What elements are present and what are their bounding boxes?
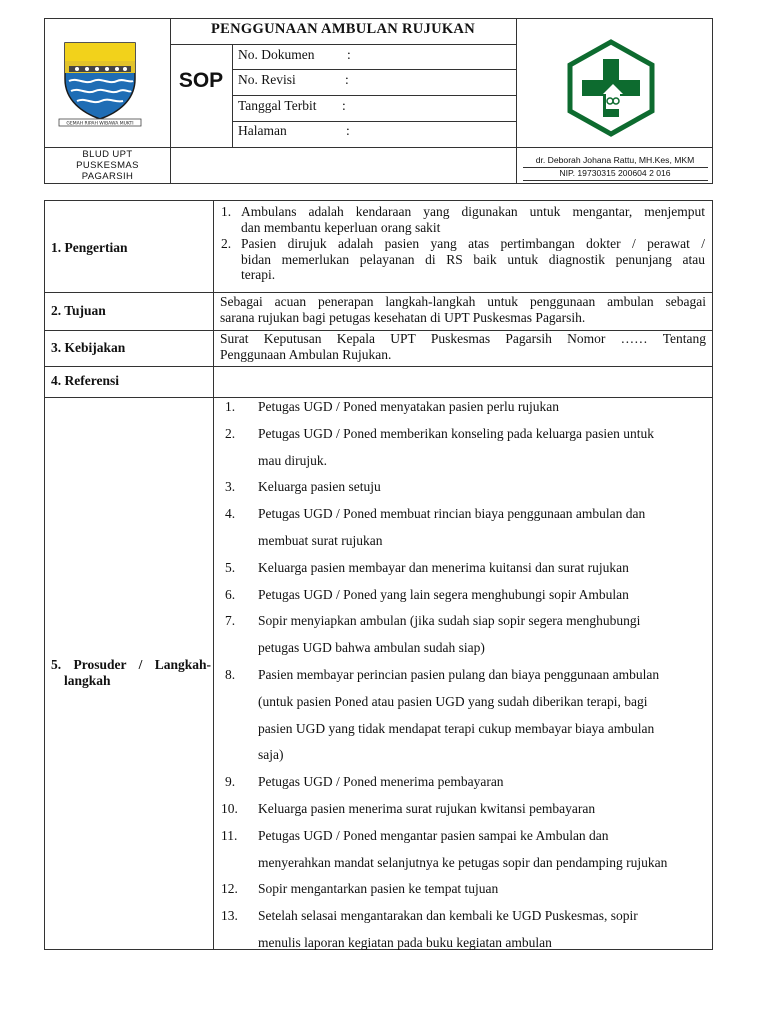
step-text-line: Petugas UGD / Poned memberikan konseling pada keluarga pasien untuk xyxy=(258,425,655,441)
signer-underline-2 xyxy=(523,180,708,181)
label-tujuan: 2. Tujuan xyxy=(51,303,106,318)
list-item-line: terapi. xyxy=(241,267,276,282)
step-text-line: Keluarga pasien membayar dan menerima kuitansi dan surat rujukan xyxy=(258,559,629,575)
step-number: 13. xyxy=(221,908,238,924)
organization-line: PUSKESMAS xyxy=(76,160,139,171)
step-number: 4. xyxy=(225,506,236,522)
step-text-line: (untuk pasien Poned atau pasien UGD yang sudah diberikan terapi, bagi xyxy=(258,693,648,709)
tujuan-content xyxy=(220,294,706,325)
kebijakan-content xyxy=(220,331,706,362)
field-halaman: Halaman xyxy=(238,123,287,138)
step-text-line: Petugas UGD / Poned yang lain segera menghubungi sopir Ambulan xyxy=(258,586,629,602)
organization-line: BLUD UPT xyxy=(82,149,133,160)
step-text-line: Petugas UGD / Poned menyatakan pasien perlu rujukan xyxy=(258,399,560,414)
list-item-line: Ambulans adalah kendaraan yang digunakan untuk mengantar, menjemput xyxy=(241,204,705,219)
tujuan-line: Sebagai acuan penerapan langkah-langkah untuk penggunaan ambulan sebagai xyxy=(220,294,706,309)
field-tanggal-terbit: Tanggal Terbit xyxy=(238,98,317,113)
step-text-line: Keluarga pasien setuju xyxy=(258,479,381,495)
step-number: 11. xyxy=(221,827,238,843)
step-number: 2. xyxy=(225,425,236,441)
step-text-line: menulis laporan kegiatan pada buku kegiatan ambulan xyxy=(258,935,552,950)
step-number: 3. xyxy=(225,479,236,495)
step-number: 10. xyxy=(221,801,238,816)
step-text-line: Petugas UGD / Poned mengantar pasien sampai ke Ambulan dan xyxy=(258,827,609,843)
document-title: PENGGUNAAN AMBULAN RUJUKAN xyxy=(211,21,475,37)
list-number: 2. xyxy=(221,236,232,251)
organization-line: PAGARSIH xyxy=(81,171,134,182)
step-number: 9. xyxy=(225,774,236,790)
step-text-line: mau dirujuk. xyxy=(258,452,327,468)
step-text-line: saja) xyxy=(258,747,284,763)
field-no-revisi: No. Revisi xyxy=(238,72,296,87)
kebijakan-line: Penggunaan Ambulan Rujukan. xyxy=(220,346,392,362)
step-text-line: Sopir menyiapkan ambulan (jika sudah siap sopir segera menghubungi xyxy=(258,613,641,629)
svg-text:GEMAH RIPAH WIBAWA MUKTI: GEMAH RIPAH WIBAWA MUKTI xyxy=(66,121,134,127)
field-no-dokumen: No. Dokumen xyxy=(238,47,315,62)
procedure-steps xyxy=(221,397,715,950)
step-text-line: Keluarga pasien menerima surat rujukan kwitansi pembayaran xyxy=(258,801,596,816)
label-pengertian: 1. Pengertian xyxy=(51,240,128,255)
step-number: 8. xyxy=(225,667,236,682)
list-item-line: Pasien dirujuk adalah pasien yang atas pertimbangan dokter / perawat / xyxy=(241,236,705,251)
signer-nip: NIP. 19730315 200604 2 016 xyxy=(559,168,671,178)
step-number: 12. xyxy=(221,881,238,897)
step-text-line: Petugas UGD / Poned menerima pembayaran xyxy=(258,774,504,790)
organization-name xyxy=(45,149,170,182)
field-tanggal-terbit-sep: : xyxy=(342,98,346,113)
list-item-line: dan membantu keperluan orang sakit xyxy=(241,219,441,235)
sop-header xyxy=(44,18,713,184)
puskesmas-cross-logo xyxy=(565,39,657,137)
label-prosedur-line: 5. Prosuder / Langkah- xyxy=(51,657,211,672)
field-no-dokumen-sep: : xyxy=(347,47,351,62)
step-text-line: Setelah selasai mengantarakan dan kembali ke UGD Puskesmas, sopir xyxy=(258,908,638,924)
list-item xyxy=(241,204,705,235)
signer-name: dr. Deborah Johana Rattu, MH.Kes, MKM xyxy=(535,155,695,165)
label-prosedur xyxy=(51,657,211,689)
step-text-line: membuat surat rujukan xyxy=(258,533,383,548)
list-item xyxy=(241,236,705,283)
step-number: 1. xyxy=(225,399,236,414)
step-number: 5. xyxy=(225,559,236,575)
label-referensi: 4. Referensi xyxy=(51,373,119,388)
step-text-line: Petugas UGD / Poned membuat rincian biaya penggunaan ambulan dan xyxy=(258,506,646,522)
step-text-line: Sopir mengantarkan pasien ke tempat tujuan xyxy=(258,881,499,897)
step-number: 7. xyxy=(225,613,236,629)
sop-table xyxy=(44,200,713,950)
tujuan-line: sarana rujukan bagi petugas kesehatan di UPT Puskesmas Pagarsih. xyxy=(220,309,586,325)
label-kebijakan: 3. Kebijakan xyxy=(51,340,126,355)
list-item-line: bidan memerlukan pelayanan di RS baik untuk diagnostik penunjang atau xyxy=(241,251,705,267)
step-text-line: pasien UGD yang tidak mendapat terapi cukup membayar biaya ambulan xyxy=(258,720,655,736)
label-prosedur-line: langkah xyxy=(64,673,111,688)
sop-label: SOP xyxy=(178,69,224,92)
step-text-line: menyerahkan mandat selanjutnya ke petugas sopir dan pendamping rujukan xyxy=(258,854,668,870)
step-text-line: Pasien membayar perincian pasien pulang dan biaya penggunaan ambulan xyxy=(258,667,660,682)
kebijakan-line: Surat Keputusan Kepala UPT Puskesmas Pagarsih Nomor …… Tentang xyxy=(220,331,706,346)
list-number: 1. xyxy=(221,204,232,219)
field-no-revisi-sep: : xyxy=(345,72,349,87)
step-number: 6. xyxy=(225,586,236,602)
field-halaman-sep: : xyxy=(346,123,350,138)
city-crest-logo xyxy=(55,39,145,129)
step-text-line: petugas UGD bahwa ambulan sudah siap) xyxy=(258,640,485,656)
